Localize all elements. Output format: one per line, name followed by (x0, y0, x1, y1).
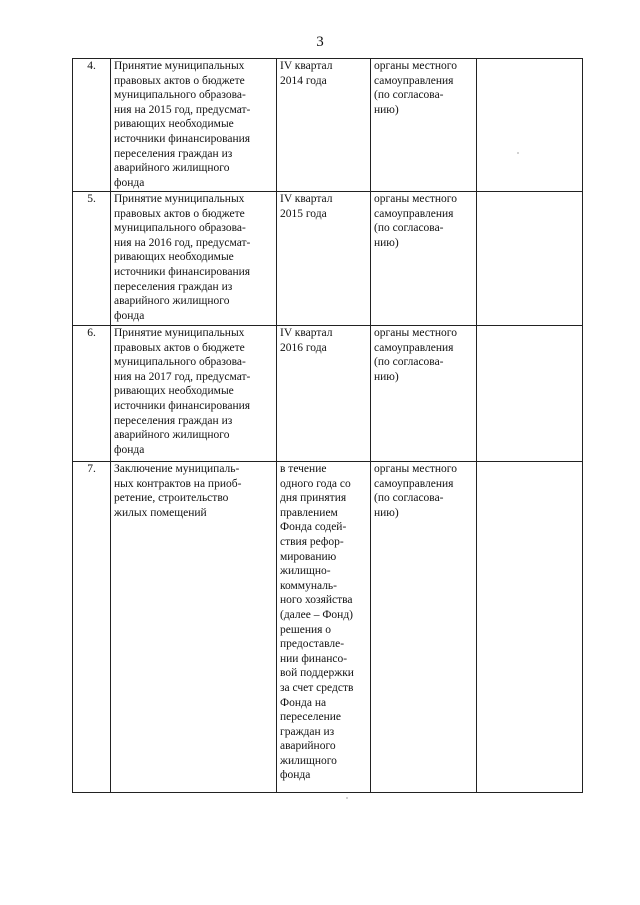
note-cell (477, 326, 583, 462)
page-number: 3 (316, 34, 324, 50)
deadline-cell: в течение одного года со дня принятия правлением Фонда содей- ствия рефор- мированию жилищно- коммуналь- ного хозяйства (далее – Фонд) решения о предоставле- нии финансо- вой поддержки за счет средств Фонда на переселение граждан из аварийного жилищного фонда (277, 462, 371, 793)
table-row (73, 462, 583, 793)
table-row (73, 326, 583, 462)
table-row (73, 192, 583, 326)
row-number: 5. (73, 192, 111, 326)
row-number: 4. (73, 59, 111, 192)
action-cell: Принятие муниципальных правовых актов о бюджете муниципального образова- ния на 2015 год, предусмат- ривающих необходимые источники финансирования переселения граждан из аварийного жилищного фонда (111, 59, 277, 192)
scan-speck (517, 152, 519, 154)
responsible-cell: органы местного самоуправления (по согласова- нию) (371, 192, 477, 326)
table-row (73, 59, 583, 192)
deadline-cell: IV квартал 2014 года (277, 59, 371, 192)
deadline-cell: IV квартал 2016 года (277, 326, 371, 462)
responsible-cell: органы местного самоуправления (по согласова- нию) (371, 59, 477, 192)
responsible-cell: органы местного самоуправления (по согласова- нию) (371, 462, 477, 793)
action-cell: Принятие муниципальных правовых актов о бюджете муниципального образова- ния на 2016 год, предусмат- ривающих необходимые источники финансирования переселения граждан из аварийного жилищного фонда (111, 192, 277, 326)
note-cell (477, 192, 583, 326)
row-number: 7. (73, 462, 111, 793)
deadline-cell: IV квартал 2015 года (277, 192, 371, 326)
plan-table (72, 58, 583, 793)
note-cell (477, 59, 583, 192)
row-number: 6. (73, 326, 111, 462)
action-cell: Принятие муниципальных правовых актов о бюджете муниципального образова- ния на 2017 год, предусмат- ривающих необходимые источники финансирования переселения граждан из аварийного жилищного фонда (111, 326, 277, 462)
note-cell (477, 462, 583, 793)
scan-speck (346, 797, 348, 799)
responsible-cell: органы местного самоуправления (по согласова- нию) (371, 326, 477, 462)
action-cell: Заключение муниципаль- ных контрактов на приоб- ретение, строительство жилых помещений (111, 462, 277, 793)
